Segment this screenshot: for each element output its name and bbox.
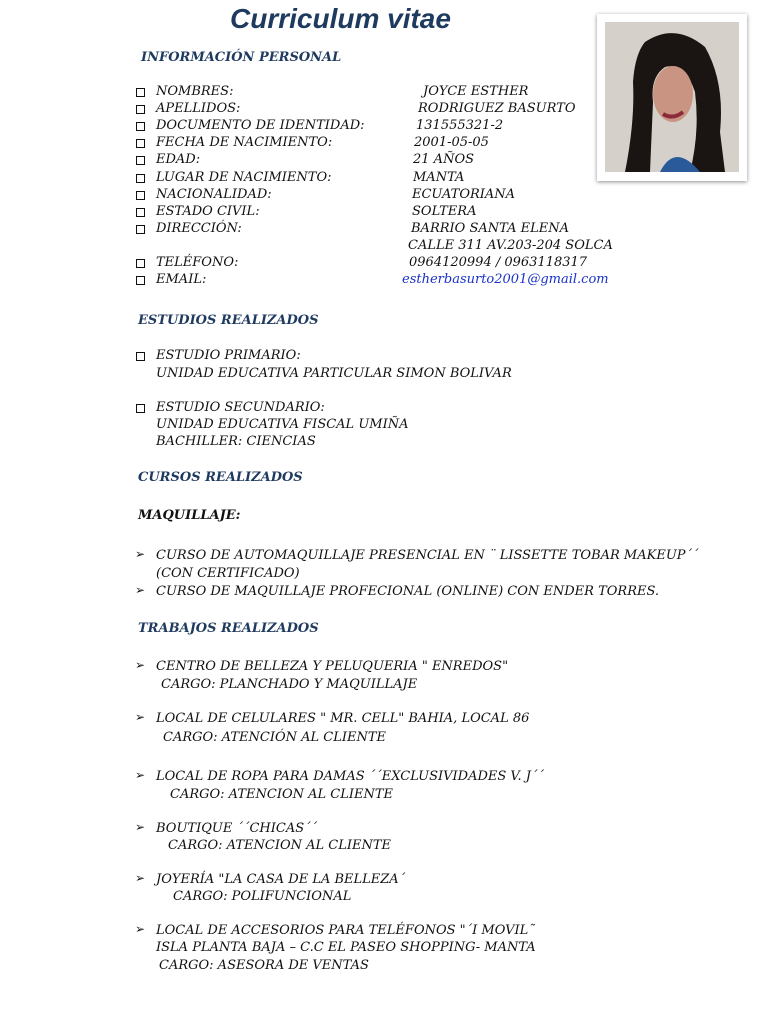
section-courses-heading: CURSOS REALIZADOS: [138, 470, 303, 485]
nombres-value: JOYCE ESTHER: [423, 84, 529, 99]
profile-photo: [605, 22, 739, 172]
checkbox-bullet: [136, 105, 145, 114]
documento-value: 131555321-2: [416, 118, 504, 133]
estado-civil-label: ESTADO CIVIL:: [156, 204, 260, 219]
checkbox-bullet: [136, 259, 145, 268]
estado-civil-value: SOLTERA: [412, 204, 477, 219]
checkbox-bullet: [136, 208, 145, 217]
direccion-label: DIRECCIÓN:: [156, 221, 242, 236]
checkbox-bullet: [136, 156, 145, 165]
checkbox-bullet: [136, 122, 145, 131]
section-studies-heading: ESTUDIOS REALIZADOS: [138, 313, 319, 328]
job-5-place: JOYERÍA "LA CASA DE LA BELLEZA´: [156, 872, 406, 887]
apellidos-value: RODRIGUEZ BASURTO: [418, 101, 576, 116]
lugar-nacimiento-label: LUGAR DE NACIMIENTO:: [156, 170, 332, 185]
arrow-bullet-icon: ➢: [135, 768, 146, 782]
job-6-role: CARGO: ASESORA DE VENTAS: [159, 958, 369, 973]
nacionalidad-label: NACIONALIDAD:: [156, 187, 272, 202]
job-3-role: CARGO: ATENCION AL CLIENTE: [170, 787, 394, 802]
arrow-bullet-icon: ➢: [135, 922, 146, 936]
job-2-place: LOCAL DE CELULARES " MR. CELL" BAHIA, LOCAL 86: [156, 711, 530, 726]
edad-label: EDAD:: [156, 152, 201, 167]
course-1-line2: (CON CERTIFICADO): [156, 566, 300, 581]
checkbox-bullet: [136, 191, 145, 200]
edad-value: 21 AÑOS: [413, 152, 475, 167]
arrow-bullet-icon: ➢: [135, 710, 146, 724]
primario-school: UNIDAD EDUCATIVA PARTICULAR SIMON BOLIVAR: [156, 366, 512, 381]
arrow-bullet-icon: ➢: [135, 658, 146, 672]
lugar-nacimiento-value: MANTA: [413, 170, 465, 185]
job-5-role: CARGO: POLIFUNCIONAL: [173, 889, 352, 904]
checkbox-bullet: [136, 404, 145, 413]
secundario-school: UNIDAD EDUCATIVA FISCAL UMIÑA: [156, 417, 409, 432]
checkbox-bullet: [136, 276, 145, 285]
documento-label: DOCUMENTO DE IDENTIDAD:: [156, 118, 365, 133]
courses-subheading: MAQUILLAJE:: [138, 508, 241, 523]
checkbox-bullet: [136, 352, 145, 361]
secundario-label: ESTUDIO SECUNDARIO:: [156, 400, 325, 415]
checkbox-bullet: [136, 139, 145, 148]
job-4-role: CARGO: ATENCION AL CLIENTE: [168, 838, 392, 853]
arrow-bullet-icon: ➢: [135, 547, 146, 561]
arrow-bullet-icon: ➢: [135, 583, 146, 597]
nacionalidad-value: ECUATORIANA: [412, 187, 516, 202]
checkbox-bullet: [136, 88, 145, 97]
profile-photo-illustration: [605, 22, 739, 172]
job-6-place: LOCAL DE ACCESORIOS PARA TELÉFONOS "´I MOVIL˜: [156, 923, 535, 938]
course-2: CURSO DE MAQUILLAJE PROFECIONAL (ONLINE) CON ENDER TORRES.: [156, 584, 660, 599]
job-1-role: CARGO: PLANCHADO Y MAQUILLAJE: [161, 677, 418, 692]
course-1-line1: CURSO DE AUTOMAQUILLAJE PRESENCIAL EN ¨ LISSETTE TOBAR MAKEUP´´: [156, 548, 699, 563]
telefono-value: 0964120994 / 0963118317: [409, 255, 588, 270]
checkbox-bullet: [136, 174, 145, 183]
checkbox-bullet: [136, 225, 145, 234]
job-6-address: ISLA PLANTA BAJA – C.C EL PASEO SHOPPING- MANTA: [156, 940, 536, 955]
arrow-bullet-icon: ➢: [135, 871, 146, 885]
email-label: EMAIL:: [156, 272, 207, 287]
secundario-degree: BACHILLER: CIENCIAS: [156, 434, 316, 449]
primario-label: ESTUDIO PRIMARIO:: [156, 348, 301, 363]
page-title: Curriculum vitae: [230, 3, 451, 34]
job-2-role: CARGO: ATENCIÓN AL CLIENTE: [163, 730, 387, 745]
direccion-value-line2: CALLE 311 AV.203-204 SOLCA: [408, 238, 613, 253]
arrow-bullet-icon: ➢: [135, 820, 146, 834]
job-3-place: LOCAL DE ROPA PARA DAMAS ´´EXCLUSIVIDADES V. J´´: [156, 769, 545, 784]
apellidos-label: APELLIDOS:: [156, 101, 241, 116]
telefono-label: TELÉFONO:: [156, 255, 239, 270]
fecha-nacimiento-value: 2001-05-05: [414, 135, 489, 150]
job-1-place: CENTRO DE BELLEZA Y PELUQUERIA " ENREDOS": [156, 659, 509, 674]
email-link[interactable]: estherbasurto2001@gmail.com: [402, 272, 609, 287]
section-jobs-heading: TRABAJOS REALIZADOS: [138, 621, 319, 636]
section-personal-heading: INFORMACIÓN PERSONAL: [141, 50, 342, 65]
job-4-place: BOUTIQUE ´´CHICAS´´: [156, 821, 318, 836]
fecha-nacimiento-label: FECHA DE NACIMIENTO:: [156, 135, 333, 150]
direccion-value-line1: BARRIO SANTA ELENA: [411, 221, 569, 236]
profile-photo-frame: [597, 14, 747, 181]
nombres-label: NOMBRES:: [156, 84, 234, 99]
